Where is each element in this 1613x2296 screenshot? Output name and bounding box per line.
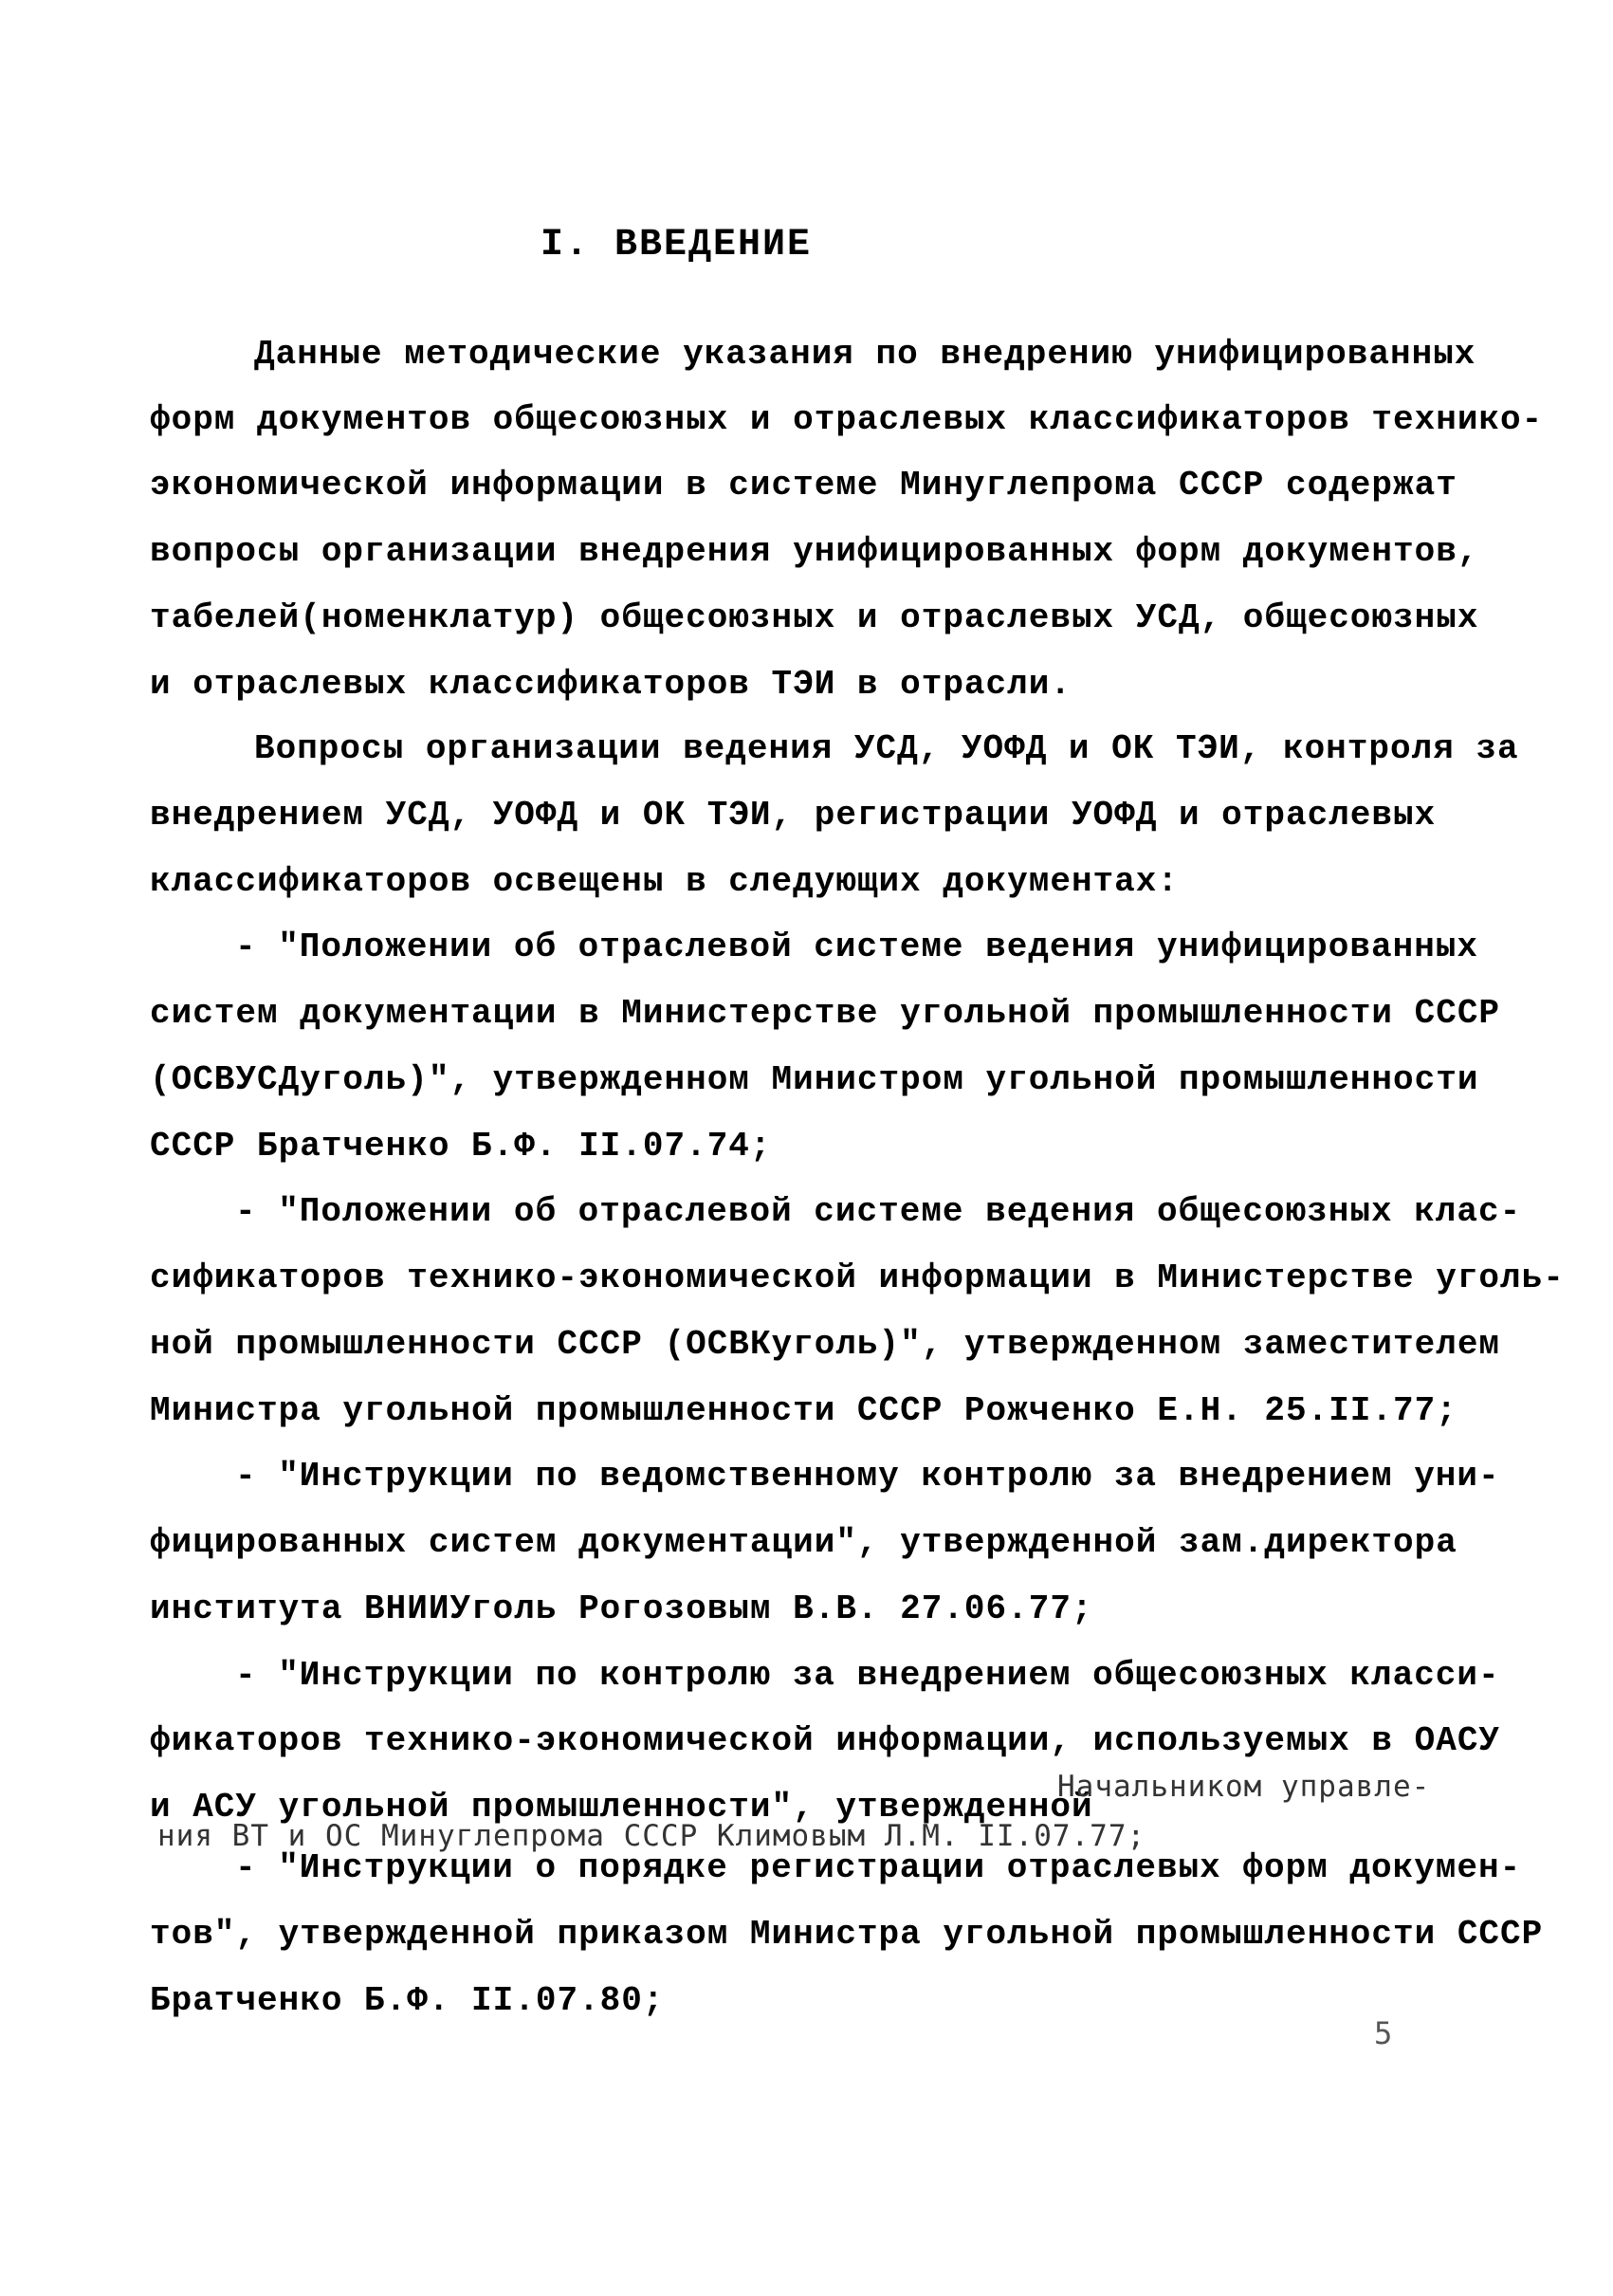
typed-overlay-line-1: Начальником управле-: [1057, 1770, 1431, 1804]
text-line-8: внедрением УСД, УОФД и ОК ТЭИ, регистрации УОФД и отраслевых: [150, 796, 1437, 835]
text-line-5: табелей(номенклатур) общесоюзных и отраслевых УСД, общесоюзных: [150, 598, 1479, 637]
text-line-13: СССР Братченко Б.Ф. II.07.74;: [150, 1127, 772, 1166]
text-line-3: экономической информации в системе Минуглепрома СССР содержат: [150, 466, 1457, 505]
text-line-9: классификаторов освещены в следующих документах:: [150, 862, 1179, 901]
text-line-10: - "Положении об отраслевой системе ведения унифицированных: [235, 928, 1479, 966]
text-line-14: - "Положении об отраслевой системе ведения общесоюзных клас-: [235, 1192, 1522, 1231]
text-line-18: - "Инструкции по ведомственному контролю за внедрением уни-: [235, 1457, 1500, 1496]
text-line-23: и АСУ угольной промышленности", утвержденной: [150, 1788, 1093, 1827]
text-line-4: вопросы организации внедрения унифицированных форм документов,: [150, 532, 1479, 571]
text-line-22: фикаторов технико-экономической информации, используемых в ОАСУ: [150, 1721, 1501, 1760]
text-line-26: Братченко Б.Ф. II.07.80;: [150, 1981, 665, 2020]
text-line-21: - "Инструкции по контролю за внедрением общесоюзных класси-: [235, 1656, 1500, 1695]
text-line-25: тов", утвержденной приказом Министра угольной промышленности СССР: [150, 1915, 1544, 1954]
text-line-11: систем документации в Министерстве угольной промышленности СССР: [150, 994, 1501, 1033]
text-line-19: фицированных систем документации", утвержденной зам.директора: [150, 1523, 1457, 1562]
page-number: 5: [1374, 2015, 1394, 2051]
text-line-16: ной промышленности СССР (ОСВКуголь)", утвержденном заместителем: [150, 1325, 1501, 1364]
text-line-7: Вопросы организации ведения УСД, УОФД и ОК ТЭИ, контроля за: [254, 729, 1519, 768]
text-line-15: сификаторов технико-экономической информации в Министерстве уголь-: [150, 1258, 1565, 1297]
text-line-1: Данные методические указания по внедрению унифицированных: [254, 335, 1476, 374]
text-line-6: и отраслевых классификаторов ТЭИ в отрасли.: [150, 665, 1072, 704]
text-line-12: (ОСВУСДуголь)", утвержденном Министром угольной промышленности: [150, 1060, 1479, 1099]
section-heading: I. ВВЕДЕНИЕ: [541, 224, 813, 266]
text-line-20: института ВНИИУголь Рогозовым В.В. 27.06.77;: [150, 1589, 1093, 1628]
text-line-2: форм документов общесоюзных и отраслевых классификаторов технико-: [150, 400, 1544, 439]
text-line-17: Министра угольной промышленности СССР Рожченко Е.Н. 25.II.77;: [150, 1391, 1457, 1430]
text-line-24: - "Инструкции о порядке регистрации отраслевых форм докумен-: [235, 1848, 1522, 1887]
typed-overlay-line-2: ния ВТ и ОС Минуглепрома СССР Климовым Л.М. II.07.77;: [157, 1819, 1146, 1853]
